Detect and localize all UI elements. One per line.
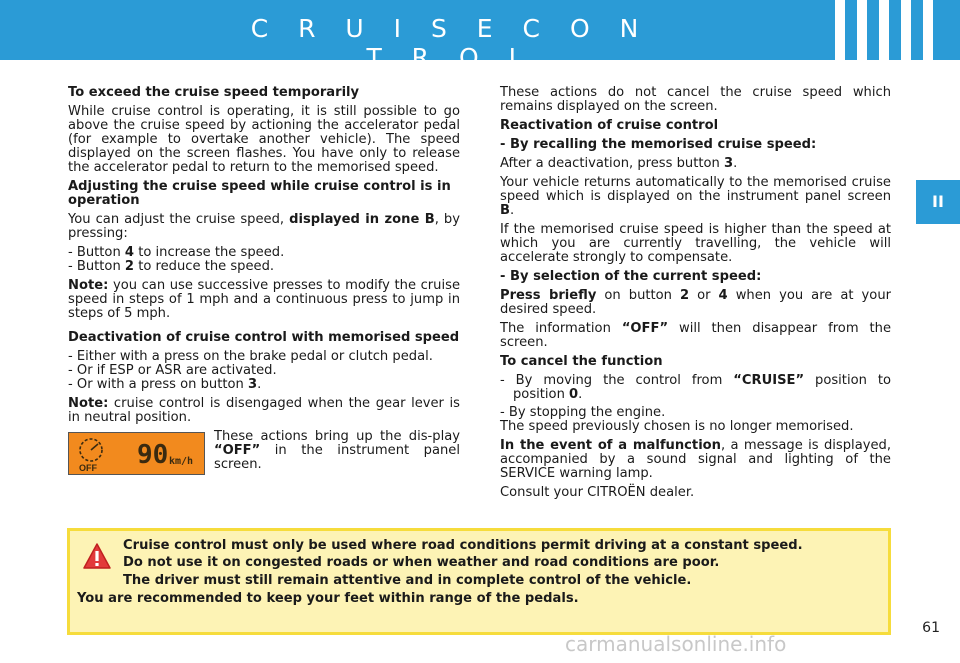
off-label: OFF	[79, 463, 97, 473]
text: cruise control is disengaged when the gear lever is in neutral position.	[68, 396, 460, 425]
paragraph-after-deactivation	[500, 157, 891, 171]
list-item	[68, 378, 460, 392]
text: After a deactivation, press button	[500, 156, 724, 171]
paragraph-no-cancel: These actions do not cancel the cruise speed which remains displayed on the screen.	[500, 85, 891, 114]
list-item: - Or if ESP or ASR are activated.	[68, 363, 277, 378]
emphasis: Press briefly	[500, 288, 597, 303]
text: .	[257, 377, 262, 392]
emphasis: 0	[569, 387, 579, 402]
list-item	[68, 260, 460, 274]
header-stripe	[901, 0, 911, 60]
note-label: Note:	[68, 396, 109, 411]
page-title: C R U I S E C O N T R O L	[250, 14, 650, 72]
text: - Button	[68, 245, 125, 260]
text: to increase the speed.	[134, 245, 285, 260]
warning-line: You are recommended to keep your feet within range of the pedals.	[77, 591, 579, 606]
text: - Or with a press on button	[68, 377, 248, 392]
emphasis: 4	[124, 245, 135, 260]
text: , by pressing:	[68, 212, 460, 241]
header-stripes	[835, 0, 960, 60]
emphasis: displayed in zone B	[289, 212, 435, 227]
text: in the instrument panel screen.	[214, 443, 460, 472]
paragraph-consult-dealer: Consult your CITROËN dealer.	[500, 485, 695, 500]
text: The information	[500, 321, 622, 336]
header-stripe	[879, 0, 889, 60]
text: Your vehicle returns automatically to the memorised cruise speed which is displayed on the instrument panel screen	[500, 175, 891, 204]
emphasis: In the event of a malfunction	[500, 438, 722, 453]
text: You can adjust the cruise speed,	[68, 212, 290, 227]
warning-line: Do not use it on congested roads or when weather and road conditions are poor.	[123, 555, 720, 570]
heading-current-speed: - By selection of the current speed:	[500, 269, 762, 284]
chapter-tab: II	[916, 180, 960, 224]
text: - Button	[68, 259, 125, 274]
warning-line: The driver must still remain attentive and in complete control of the vehicle.	[123, 573, 692, 588]
display-caption	[214, 430, 460, 472]
emphasis: B	[500, 203, 510, 218]
paragraph-accelerate: If the memorised cruise speed is higher than the speed at which you are currently travelling, the vehicle will accelerate strongly to compensate.	[500, 222, 891, 265]
note-neutral	[68, 397, 460, 425]
paragraph-off-disappear	[500, 322, 891, 350]
note-label: Note:	[68, 278, 109, 293]
text: position to position	[513, 373, 891, 402]
emphasis: “CRUISE”	[733, 373, 805, 388]
speed-value: 90	[137, 440, 169, 470]
warning-line: Cruise control must only be used where road conditions permit driving at a constant speed.	[123, 538, 803, 553]
list-item: - Either with a press on the brake pedal or clutch pedal.	[68, 349, 433, 364]
warning-box	[67, 528, 891, 635]
warning-triangle-icon	[82, 542, 112, 570]
list-item	[68, 246, 460, 260]
left-column	[68, 86, 460, 478]
emphasis: 3	[247, 377, 258, 392]
header-stripe	[857, 0, 867, 60]
text: .	[733, 156, 738, 171]
text: - By moving the control from	[500, 373, 734, 388]
cruise-display-image	[68, 432, 205, 475]
text: These actions bring up the dis-play	[214, 429, 460, 444]
paragraph-exceed-speed: While cruise control is operating, it is still possible to go above the cruise speed by actioning the accelerator pedal (for example to overtake another vehicle). The speed displayed on the screen flashes. You have only to release the accelerator pedal to return to the memorised speed.	[68, 104, 460, 175]
text: will then disappear from the screen.	[500, 321, 892, 350]
watermark: carmanualsonline.info	[565, 632, 787, 656]
heading-deactivation: Deactivation of cruise control with memorised speed	[68, 330, 460, 345]
paragraph-press-briefly	[500, 289, 891, 317]
heading-adjust-speed: Adjusting the cruise speed while cruise control is in operation	[68, 179, 451, 208]
text: .	[509, 203, 515, 218]
note-steps	[68, 279, 460, 321]
page-number: 61	[922, 620, 940, 636]
text: to reduce the speed.	[134, 259, 275, 274]
right-column	[500, 86, 891, 505]
header-stripe	[923, 0, 933, 60]
paragraph-returns-auto	[500, 176, 891, 218]
paragraph-malfunction	[500, 439, 891, 481]
emphasis: “OFF”	[214, 443, 261, 458]
text: on button	[596, 288, 680, 303]
list-item: - By stopping the engine.	[500, 405, 666, 420]
list-item	[500, 374, 891, 402]
heading-exceed-speed: To exceed the cruise speed temporarily	[68, 85, 360, 100]
emphasis: 3	[723, 156, 734, 171]
emphasis: “OFF”	[621, 321, 669, 336]
text: or	[689, 288, 719, 303]
heading-cancel: To cancel the function	[500, 354, 663, 369]
emphasis: 2	[679, 288, 690, 303]
header-stripe	[835, 0, 845, 60]
speed-unit: km/h	[169, 456, 194, 467]
emphasis: 2	[124, 259, 135, 274]
text: , a message is displayed, accompanied by a sound signal and lighting of the SERVICE warning lamp.	[500, 438, 891, 481]
paragraph-not-memorised: The speed previously chosen is no longer memorised.	[500, 419, 854, 434]
heading-reactivation: Reactivation of cruise control	[500, 118, 719, 133]
heading-recall-speed: - By recalling the memorised cruise speed:	[500, 137, 817, 152]
text: .	[578, 387, 583, 402]
text: you can use successive presses to modify the cruise speed in steps of 1 mph and a continuous press to jump in steps of 5 mph.	[68, 278, 460, 321]
paragraph-adjust-speed	[68, 213, 460, 241]
display-illustration-block	[68, 430, 460, 478]
text: when you are at your desired speed.	[500, 288, 891, 317]
header-bar	[0, 0, 960, 72]
emphasis: 4	[718, 288, 728, 303]
speedometer-display-icon	[69, 433, 204, 474]
